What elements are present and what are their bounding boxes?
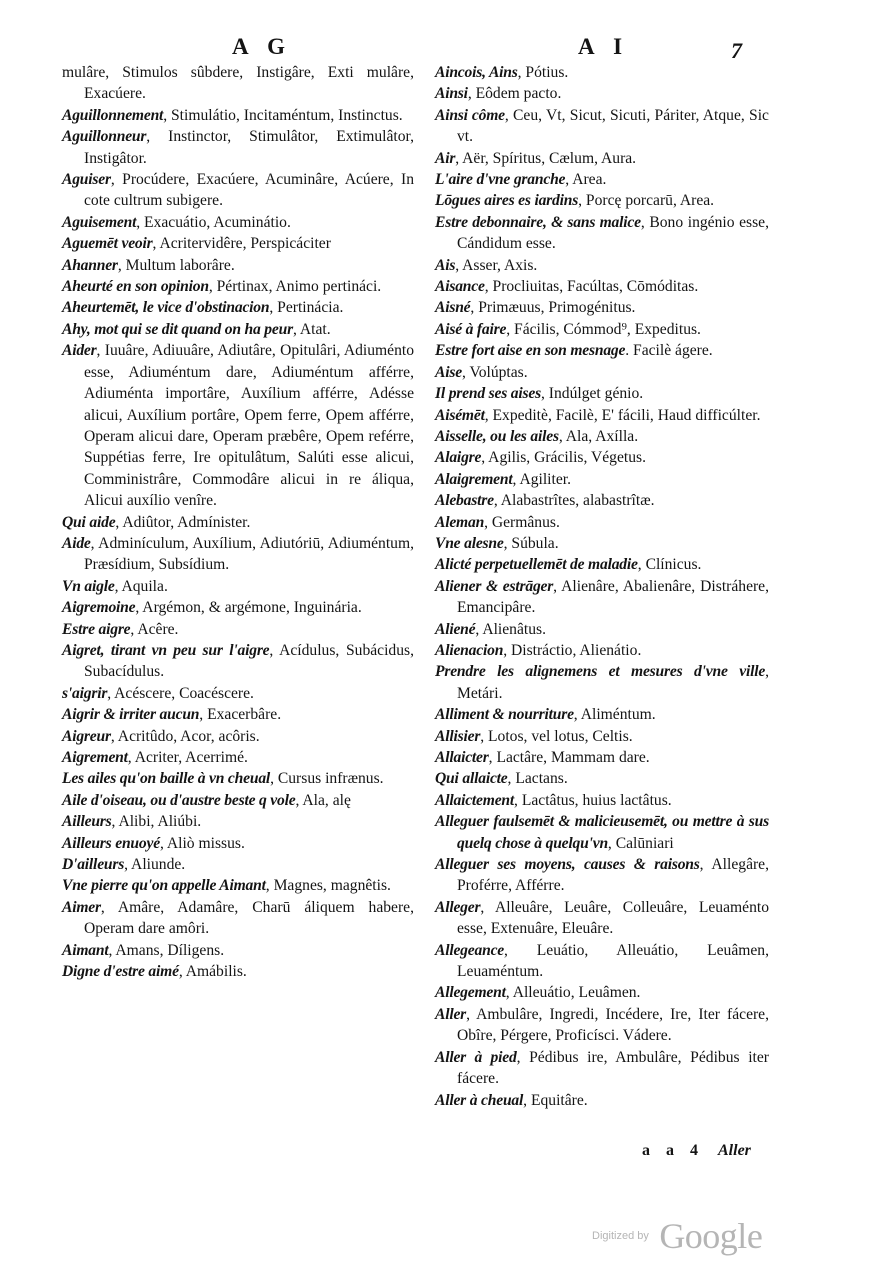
- entry-definition: , Exacuátio, Acuminátio.: [136, 213, 291, 231]
- dictionary-entry: [62, 704, 414, 725]
- dictionary-entry: [62, 726, 414, 747]
- google-logo-text: Google: [659, 1216, 763, 1256]
- entry-definition: , Aër, Spíritus, Cælum, Aura.: [455, 149, 637, 167]
- entry-definition: , Cursus infrænus.: [270, 770, 384, 788]
- entry-headword: Allaictement: [435, 791, 515, 809]
- dictionary-entry: [435, 469, 769, 490]
- entry-definition: , Lotos, vel lotus, Celtis.: [480, 727, 633, 745]
- entry-definition: , Acídulus, Subácidus, Subacídulus.: [84, 641, 414, 681]
- entry-headword: Vn aigle: [62, 577, 115, 595]
- entry-definition: , Adiûtor, Admínister.: [115, 513, 251, 531]
- entry-headword: Aisé à faire: [435, 320, 507, 338]
- entry-definition: , Acéscere, Coacéscere.: [107, 684, 254, 702]
- entry-headword: Aigret, tirant vn peu sur l'aigre: [62, 641, 270, 659]
- entry-headword: Ahanner: [62, 256, 118, 274]
- entry-headword: Ailleurs enuoyé: [62, 834, 160, 852]
- dictionary-entry: [62, 533, 414, 576]
- dictionary-entry: [435, 319, 769, 340]
- dictionary-entry: [435, 704, 769, 725]
- entry-definition: , Súbula.: [503, 534, 559, 552]
- entry-headword: Estre aigre: [62, 620, 131, 638]
- entry-headword: Alebastre: [435, 492, 494, 510]
- entry-definition: , Indúlget génio.: [541, 385, 644, 403]
- entry-definition: , Clínicus.: [637, 556, 702, 574]
- entry-headword: Aigrir & irriter aucun: [62, 706, 200, 724]
- entry-headword: Aigreur: [62, 727, 111, 745]
- entry-definition: , Amâre, Adamâre, Charū áliquem habere, Operam dare amôri.: [84, 898, 414, 938]
- entry-definition: , Pértinax, Animo pertináci.: [208, 278, 382, 296]
- entry-definition: , Adminículum, Auxílium, Adiutóriū, Adiuméntum, Præsídium, Subsídium.: [84, 534, 414, 574]
- dictionary-entry: [435, 83, 769, 104]
- entry-headword: Ailleurs: [62, 813, 112, 831]
- entry-headword: Digne d'estre aimé: [62, 963, 179, 981]
- dictionary-entry: [435, 640, 769, 661]
- dictionary-entry: [435, 190, 769, 211]
- entry-headword: Aliené: [435, 620, 476, 638]
- dictionary-entry: [62, 340, 414, 511]
- entry-headword: Aguillonneur: [62, 128, 147, 146]
- entry-definition: , Ala, Axílla.: [558, 427, 639, 445]
- entry-headword: Aller: [435, 1005, 467, 1023]
- entry-definition: , Allegâre, Proférre, Afférre.: [457, 856, 770, 895]
- entry-definition: , Instinctor, Stimulâtor, Extimulâtor, Instigâtor.: [84, 128, 414, 167]
- entry-definition: , Aliunde.: [124, 856, 186, 874]
- entry-headword: s'aigrir: [62, 684, 108, 702]
- entry-headword: Aigremoine: [62, 599, 136, 617]
- entry-headword: Ainsi: [435, 85, 468, 103]
- entry-definition: , Alabastrîtes, alabastrîtæ.: [493, 492, 655, 510]
- dictionary-entry: [62, 747, 414, 768]
- dictionary-entry: [62, 576, 414, 597]
- entry-definition: , Pótius.: [517, 64, 569, 81]
- dictionary-entry: [435, 447, 769, 468]
- entry-definition: , Alleuátio, Leuâmen.: [505, 984, 641, 1002]
- dictionary-entry: [435, 854, 769, 897]
- entry-definition: , Asser, Axis.: [455, 256, 538, 274]
- dictionary-entry: [62, 297, 414, 318]
- entry-definition: , Acritûdo, Acor, acôris.: [110, 727, 260, 745]
- left-column: [62, 62, 414, 982]
- entry-definition: , Leuátio, Alleuátio, Leuâmen, Leuaméntum.: [457, 941, 769, 981]
- entry-headword: Aimant: [62, 941, 109, 959]
- entry-headword: Alleguer faulsemēt & malicieusemēt, ou mettre à sus quelq chose à quelqu'vn: [435, 813, 769, 852]
- entry-definition: , Metári.: [457, 663, 769, 702]
- entry-headword: Ais: [435, 256, 456, 274]
- dictionary-entry: [62, 619, 414, 640]
- entry-headword: Alienacion: [435, 641, 504, 659]
- entry-definition: , Lactans.: [507, 770, 568, 788]
- entry-headword: Air: [435, 149, 456, 167]
- entry-definition: , Pertinácia.: [269, 299, 344, 317]
- entry-definition: , Primæuus, Primogénitus.: [470, 299, 636, 317]
- entry-headword: Vne pierre qu'on appelle Aimant: [62, 877, 266, 895]
- dictionary-entry: [62, 126, 414, 169]
- dictionary-entry: [435, 533, 769, 554]
- entry-headword: Vne alesne: [435, 534, 504, 552]
- entry-definition: mulâre, Stimulos sûbdere, Instigâre, Exti mulâre, Exacúere.: [62, 64, 414, 103]
- entry-headword: Aisselle, ou les ailes: [435, 427, 559, 445]
- footer-line: [642, 1142, 751, 1160]
- entry-headword: Aguillonnement: [62, 106, 164, 124]
- entry-definition: , Amábilis.: [178, 963, 247, 981]
- entry-definition: , Ambulâre, Ingredi, Incédere, Ire, Iter fácere, Obîre, Pérgere, Proficísci. Vádere.: [457, 1005, 769, 1045]
- entry-definition: , Lactâre, Mammam dare.: [488, 749, 650, 766]
- dictionary-entry: [435, 212, 769, 255]
- entry-definition: , Porcę porcarū, Area.: [578, 192, 715, 210]
- dictionary-entry: [435, 726, 769, 747]
- dictionary-entry: [435, 426, 769, 447]
- dictionary-entry: [62, 833, 414, 854]
- entry-definition: , Exacerbâre.: [199, 706, 282, 724]
- entry-headword: Alleger: [435, 898, 481, 916]
- dictionary-entry: [435, 554, 769, 575]
- entry-definition: , Calūniari: [607, 834, 674, 852]
- dictionary-entry: [435, 255, 769, 276]
- entry-headword: Alaigrement: [435, 470, 513, 488]
- entry-headword: Aller à pied: [435, 1048, 517, 1066]
- dictionary-entry: [435, 768, 769, 789]
- entry-headword: Aguiser: [62, 171, 111, 189]
- dictionary-entry: [62, 790, 414, 811]
- dictionary-entry: [435, 661, 769, 704]
- entry-headword: Allaicter: [435, 749, 489, 766]
- dictionary-entry: [435, 747, 769, 768]
- watermark-prefix: Digitized by: [592, 1230, 649, 1242]
- dictionary-entry: [62, 62, 414, 105]
- entry-headword: Aheurtemēt, le vice d'obstinacion: [62, 299, 270, 317]
- running-head-left: A G: [232, 34, 292, 59]
- entry-definition: , Argémon, & argémone, Inguinária.: [135, 599, 362, 617]
- entry-definition: , Aquila.: [114, 577, 168, 595]
- dictionary-entry: [62, 897, 414, 940]
- entry-definition: , Magnes, magnêtis.: [265, 877, 391, 895]
- entry-headword: Aigrement: [62, 749, 128, 766]
- dictionary-entry: [62, 233, 414, 254]
- dictionary-entry: [435, 490, 769, 511]
- folio-number: 7: [731, 38, 742, 63]
- dictionary-entry: [62, 512, 414, 533]
- dictionary-entry: [62, 169, 414, 212]
- entry-definition: . Facilè ágere.: [625, 342, 713, 360]
- entry-definition: , Lactâtus, huius lactâtus.: [514, 791, 672, 809]
- entry-headword: Allisier: [435, 727, 481, 745]
- dictionary-entry: [62, 255, 414, 276]
- entry-headword: Aller à cheual: [435, 1091, 524, 1109]
- entry-definition: , Aliò missus.: [159, 834, 245, 852]
- dictionary-entry: [435, 940, 769, 983]
- dictionary-entry: [435, 1047, 769, 1090]
- dictionary-entry: [435, 619, 769, 640]
- entry-headword: Allegement: [435, 984, 506, 1002]
- dictionary-entry: [62, 640, 414, 683]
- entry-definition: , Multum laborâre.: [117, 256, 235, 274]
- entry-definition: , Aliméntum.: [573, 706, 656, 724]
- dictionary-entry: [435, 405, 769, 426]
- dictionary-entry: [62, 854, 414, 875]
- entry-definition: , Alleuâre, Leuâre, Colleuâre, Leuaménto esse, Extenuâre, Eleuâre.: [457, 898, 769, 938]
- dictionary-entry: [435, 276, 769, 297]
- entry-definition: , Pédibus ire, Ambulâre, Pédibus iter fácere.: [457, 1048, 769, 1088]
- dictionary-entry: [435, 169, 769, 190]
- dictionary-entry: [435, 576, 769, 619]
- entry-definition: , Agiliter.: [512, 470, 571, 488]
- entry-definition: , Germânus.: [484, 513, 560, 531]
- dictionary-entry: [435, 297, 769, 318]
- dictionary-entry: [435, 340, 769, 361]
- catchword: Aller: [718, 1142, 751, 1159]
- entry-definition: , Procliuitas, Facúltas, Cōmóditas.: [484, 278, 699, 296]
- entry-headword: Aguisement: [62, 213, 137, 231]
- entry-headword: L'aire d'vne granche: [435, 171, 566, 189]
- entry-definition: , Atat.: [292, 320, 331, 338]
- entry-headword: Aise: [435, 363, 462, 381]
- entry-headword: Estre fort aise en son mesnage: [435, 342, 626, 360]
- dictionary-entry: [62, 212, 414, 233]
- dictionary-entry: [435, 62, 769, 83]
- entry-definition: , Stimulátio, Incitaméntum, Instinctus.: [163, 106, 403, 124]
- dictionary-entry: [435, 982, 769, 1003]
- dictionary-entry: [435, 105, 769, 148]
- entry-headword: Aguemēt veoir: [62, 235, 153, 253]
- entry-headword: Qui allaicte: [435, 770, 508, 788]
- dictionary-entry: [435, 790, 769, 811]
- entry-definition: , Acriter, Acerrimé.: [127, 749, 248, 766]
- entry-headword: Alliment & nourriture: [435, 706, 574, 724]
- entry-definition: , Acêre.: [130, 620, 179, 638]
- entry-definition: , Alienâre, Abalienâre, Distráhere, Emancipâre.: [457, 577, 769, 617]
- dictionary-entry: [435, 362, 769, 383]
- entry-definition: , Distráctio, Alienátio.: [503, 641, 642, 659]
- dictionary-entry: [62, 768, 414, 789]
- entry-definition: , Alibi, Aliúbi.: [111, 813, 202, 831]
- entry-headword: Alaigre: [435, 449, 482, 467]
- entry-headword: Alicté perpetuellemēt de maladie: [435, 556, 638, 574]
- entry-definition: , Ceu, Vt, Sicut, Sicuti, Páriter, Atque, Sic vt.: [457, 106, 769, 146]
- right-column: [435, 62, 769, 1111]
- dictionary-entry: [62, 961, 414, 982]
- dictionary-entry: [435, 811, 769, 854]
- entry-definition: , Agilis, Grácilis, Végetus.: [481, 449, 646, 467]
- entry-headword: Estre debonnaire, & sans malice: [435, 213, 641, 231]
- entry-definition: , Acritervidêre, Perspicáciter: [152, 235, 331, 253]
- running-head-right: A I: [578, 34, 630, 59]
- entry-headword: Ainsi côme: [435, 106, 505, 124]
- entry-definition: , Amans, Díligens.: [108, 941, 225, 959]
- entry-headword: Il prend ses aises: [435, 385, 541, 403]
- entry-headword: Allegeance: [435, 941, 505, 959]
- entry-headword: Aisance: [435, 278, 485, 296]
- entry-definition: , Ala, alę: [295, 791, 351, 809]
- entry-definition: , Iuuâre, Adiuuâre, Adiutâre, Opitulâri, Adiuménto esse, Adiuméntum dare, Adiuméntum afférre, Adiuménta importâre, Auxílium afférre, Adésse alicui, Auxílium portâre, Opem ferre, Opem afférre, Operam alicui dare, Operam præbêre, Opem reférre, Suppétias ferre, Ire opitulâtum, Salúti esse alicui, Comministrâre, Commodâre alicui in re áliqua, Alicui auxílio venîre.: [84, 342, 414, 510]
- entry-headword: Aile d'oiseau, ou d'austre beste q vole: [62, 791, 296, 809]
- entry-headword: Aimer: [62, 898, 101, 916]
- entry-definition: , Fácilis, Cómmod⁹, Expeditus.: [506, 320, 701, 338]
- dictionary-entry: [62, 105, 414, 126]
- entry-definition: , Eôdem pacto.: [467, 85, 562, 103]
- entry-headword: Aheurté en son opinion: [62, 278, 209, 296]
- entry-headword: D'ailleurs: [62, 856, 125, 874]
- dictionary-entry: [62, 940, 414, 961]
- entry-headword: Les ailes qu'on baille à vn cheual: [62, 770, 271, 788]
- dictionary-entry: [62, 683, 414, 704]
- dictionary-entry: [435, 1090, 769, 1111]
- entry-headword: Aider: [62, 342, 97, 360]
- entry-headword: Qui aide: [62, 513, 116, 531]
- dictionary-entry: [62, 276, 414, 297]
- dictionary-entry: [435, 1004, 769, 1047]
- entry-headword: Alleguer ses moyens, causes & raisons: [435, 856, 700, 874]
- entry-headword: Aisémēt: [435, 406, 485, 424]
- dictionary-entry: [435, 512, 769, 533]
- entry-definition: , Bono ingénio esse, Cándidum esse.: [457, 213, 769, 253]
- entry-definition: , Alienâtus.: [475, 620, 546, 638]
- entry-definition: , Procúdere, Exacúere, Acuminâre, Acúere, In cote cultrum subigere.: [84, 171, 414, 210]
- dictionary-entry: [62, 319, 414, 340]
- dictionary-entry: [435, 148, 769, 169]
- entry-headword: Aincois, Ains: [435, 64, 518, 81]
- dictionary-entry: [435, 897, 769, 940]
- entry-headword: Lōgues aires es iardins: [435, 192, 579, 210]
- entry-headword: Aisné: [435, 299, 471, 317]
- dictionary-entry: [62, 875, 414, 896]
- entry-definition: , Expeditè, Facilè, E' fácili, Haud difficúlter.: [484, 406, 761, 424]
- entry-headword: Aide: [62, 534, 91, 552]
- entry-definition: , Equitâre.: [523, 1091, 588, 1109]
- entry-definition: , Area.: [565, 171, 607, 189]
- entry-headword: Aliener & estrāger: [435, 577, 554, 595]
- entry-headword: Ahy, mot qui se dit quand on ha peur: [62, 320, 293, 338]
- entry-headword: Aleman: [435, 513, 485, 531]
- dictionary-entry: [62, 811, 414, 832]
- digitized-by-watermark: [592, 1215, 762, 1257]
- entry-definition: , Volúptas.: [461, 363, 528, 381]
- entry-headword: Prendre les alignemens et mesures d'vne ville: [435, 663, 766, 681]
- signature-mark: a a 4: [642, 1142, 704, 1159]
- dictionary-entry: [435, 383, 769, 404]
- dictionary-entry: [62, 597, 414, 618]
